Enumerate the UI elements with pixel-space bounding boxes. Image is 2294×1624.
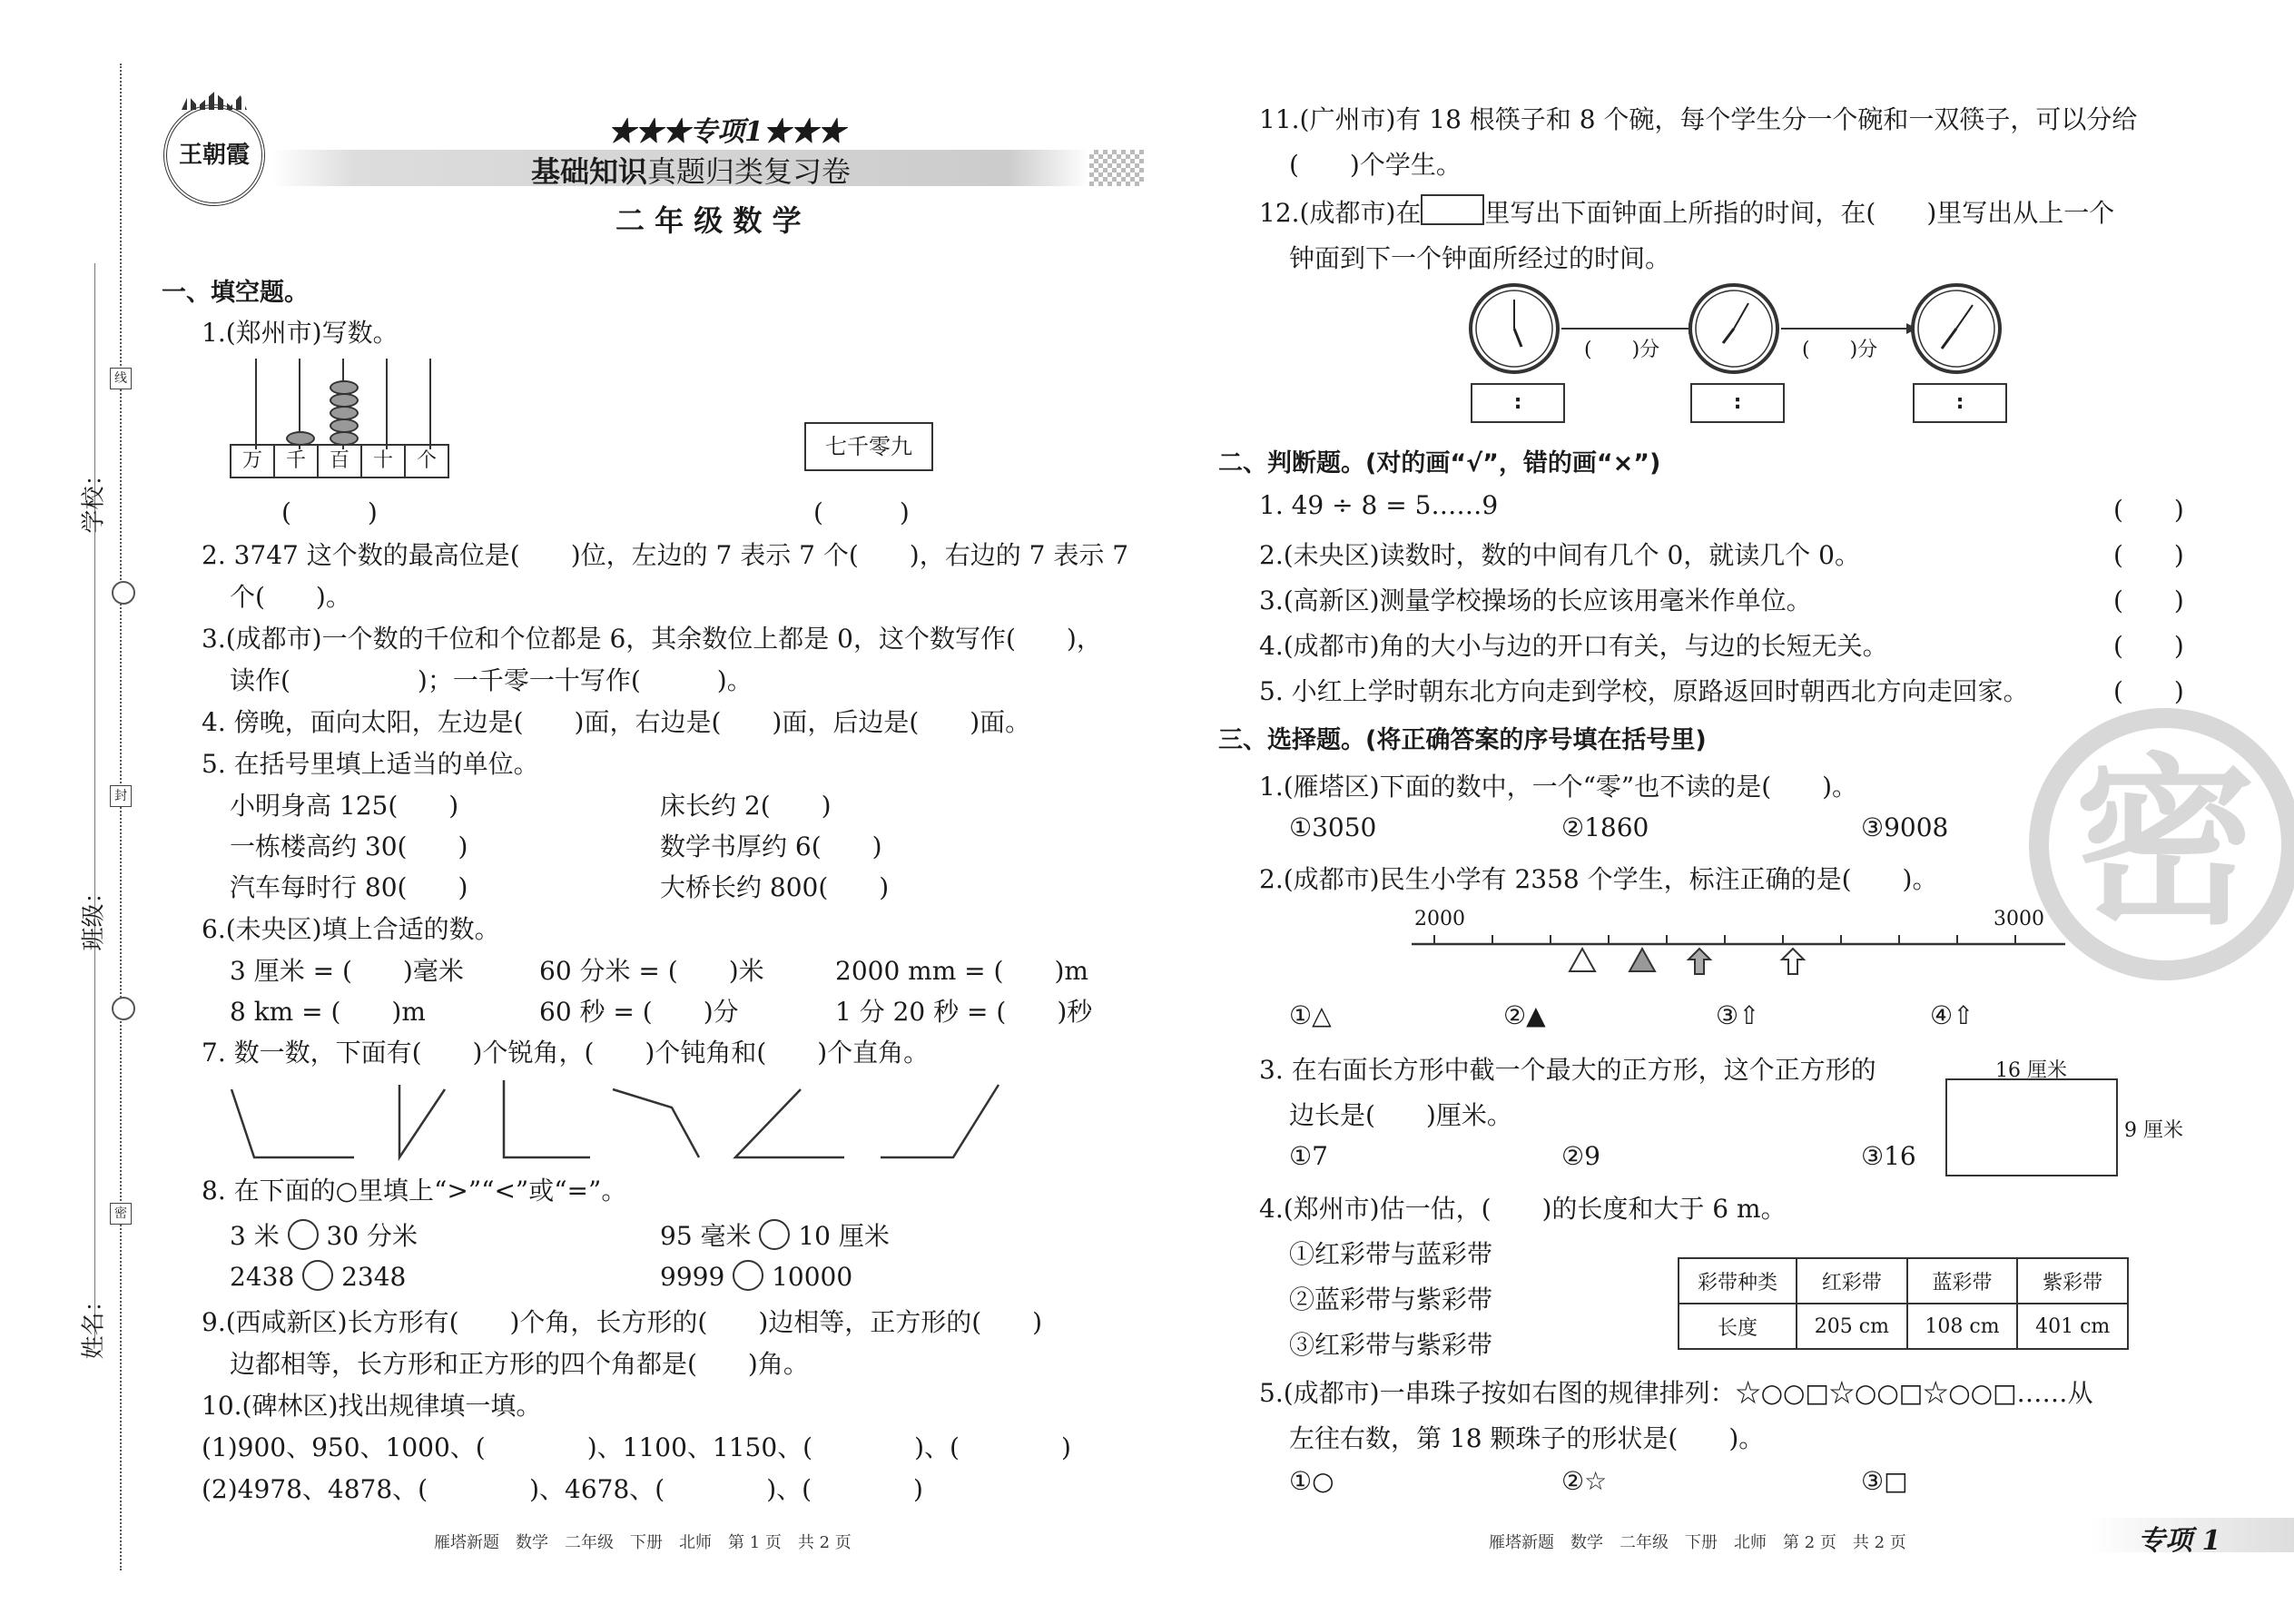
- q8-left: 9999: [660, 1262, 725, 1292]
- table-cell: 108 cm: [1907, 1304, 2018, 1349]
- header-kicker: ★★★专项1★★★: [608, 116, 845, 148]
- q8-right: 10 厘米: [798, 1221, 890, 1251]
- choice-option: ③红彩带与紫彩带: [1289, 1330, 1493, 1360]
- judge-paren[interactable]: ( ): [2113, 540, 2184, 570]
- table-row: [1679, 1304, 2128, 1349]
- confidential-watermark: 密: [2029, 708, 2294, 980]
- choice-option: ②9: [1561, 1141, 1600, 1171]
- ribbon-length-table: [1678, 1257, 2129, 1350]
- r-q12-line1: [1259, 193, 2114, 230]
- q6-item: 1 分 20 秒 = ( )秒: [835, 997, 1093, 1027]
- triangle-marker-filled: [1629, 949, 1655, 971]
- q5-item: 小明身高 125( ): [230, 791, 459, 821]
- binding-hole-1: [112, 581, 135, 605]
- choice-q3-line2: 边长是( )厘米。: [1289, 1100, 1512, 1130]
- header-title: [531, 149, 851, 191]
- clock-icon: [1690, 285, 1777, 372]
- q8-item: [230, 1216, 418, 1253]
- choice-option: ②1860: [1561, 812, 1649, 842]
- footer-left: 雁塔新题 数学 二年级 下册 北师 第 1 页 共 2 页: [434, 1533, 852, 1552]
- choice-option: ②蓝彩带与紫彩带: [1289, 1284, 1493, 1314]
- judge-item: 5. 小红上学时朝东北方向走到学校，原路返回时朝西北方向走回家。: [1259, 676, 2029, 706]
- clock-duration-1: ( )分: [1584, 339, 1660, 361]
- choice-option: ④⇧: [1930, 1000, 1974, 1030]
- clock-icon: [1471, 285, 1558, 372]
- abacus-unit-cell: 十: [360, 444, 406, 478]
- q1-number-box: [804, 422, 933, 471]
- angle-figure: [399, 1085, 445, 1157]
- choice-q1: 1.(雁塔区)下面的数中，一个“零”也不读的是( )。: [1259, 772, 1858, 802]
- q5-item: 数学书厚约 6( ): [660, 832, 882, 861]
- seal-mark-mi: 密: [110, 1203, 132, 1225]
- q8-right: 2348: [341, 1262, 407, 1292]
- angle-figure: [613, 1089, 699, 1157]
- q9-line1: 9.(西咸新区)长方形有( )个角，长方形的( )边相等，正方形的( ): [202, 1307, 1043, 1337]
- header-ribbon-checker: [1089, 150, 1144, 186]
- axis-label-start: 2000: [1414, 908, 1465, 930]
- axis-label-end: 3000: [1994, 908, 2044, 930]
- q5-item: 大桥长约 800( ): [660, 872, 890, 902]
- q8-text: 8. 在下面的○里填上“>”“<”或“=”。: [202, 1176, 627, 1206]
- angle-figure: [504, 1080, 590, 1157]
- triangle-marker: [1570, 949, 1595, 971]
- judge-paren[interactable]: ( ): [2113, 495, 2184, 525]
- q1-paren-a: ( ): [281, 497, 378, 527]
- q6-item: 3 厘米 = ( )毫米: [230, 956, 464, 986]
- seal-mark-feng: 封: [110, 785, 132, 807]
- abacus-bead: [330, 380, 359, 395]
- q2-line2: 个( )。: [230, 582, 351, 612]
- q10-text: 10.(碑林区)找出规律填一填。: [202, 1391, 542, 1421]
- q5-item: 床长约 2( ): [660, 791, 832, 821]
- r-q12-line2: 钟面到下一个钟面所经过的时间。: [1289, 243, 1671, 273]
- q1-paren-b: ( ): [813, 497, 910, 527]
- judge-item: 2.(未央区)读数时，数的中间有几个 0，就读几个 0。: [1259, 540, 1860, 570]
- q10-part1: (1)900、950、1000、( )、1100、1150、( )、( ): [202, 1432, 1071, 1462]
- choice-q3-line1: 3. 在右面长方形中截一个最大的正方形，这个正方形的: [1259, 1055, 1876, 1085]
- abacus-unit-cell: 千: [273, 444, 319, 478]
- binding-hole-2: [112, 997, 135, 1020]
- school-label: 学校：: [80, 462, 108, 534]
- rect-width-label: 16 厘米: [1995, 1059, 2067, 1082]
- q8-left: 2438: [230, 1262, 295, 1292]
- choice-q5-line1: 5.(成都市)一串珠子按如右图的规律排列：☆○○□☆○○□☆○○□……从: [1259, 1378, 2093, 1408]
- choice-q2: 2.(成都市)民生小学有 2358 个学生，标注正确的是( )。: [1259, 864, 1938, 894]
- section1-title: 一、填空题。: [162, 279, 309, 307]
- angle-figure: [881, 1085, 999, 1157]
- rect-height-label: 9 厘米: [2124, 1119, 2183, 1142]
- compare-circle[interactable]: [733, 1260, 763, 1291]
- q5-item: 一栋楼高约 30( ): [230, 832, 468, 861]
- choice-option: ①○: [1289, 1466, 1334, 1496]
- q3-line1: 3.(成都市)一个数的千位和个位都是 6，其余数位上都是 0，这个数写作( )，: [202, 624, 1102, 654]
- q10-part2: (2)4978、4878、( )、4678、( )、( ): [202, 1474, 923, 1504]
- q8-item: [660, 1260, 852, 1292]
- abacus-unit-cell: 个: [404, 444, 449, 478]
- q12-text-b: 里写出下面钟面上所指的时间，在( )里写出从上一个: [1484, 198, 2115, 228]
- number-line: [1412, 930, 2074, 985]
- judge-paren[interactable]: ( ): [2113, 586, 2184, 615]
- table-cell: 红彩带: [1797, 1258, 1907, 1304]
- clock-time-box[interactable]: :: [1913, 383, 2007, 423]
- clock-time-box[interactable]: :: [1690, 383, 1785, 423]
- choice-option: ②▲: [1503, 1000, 1546, 1030]
- header-title-bold: 基础知识: [531, 154, 648, 189]
- q12-text-a: 12.(成都市)在: [1259, 198, 1422, 228]
- q9-line2: 边都相等，长方形和正方形的四个角都是( )角。: [230, 1349, 809, 1379]
- judge-paren[interactable]: ( ): [2113, 631, 2184, 661]
- choice-option: ①7: [1289, 1141, 1328, 1171]
- section2-title: 二、判断题。(对的画“√”，错的画“×”): [1218, 449, 1661, 477]
- up-arrow-marker-outline: [1782, 949, 1804, 974]
- q5-text: 5. 在括号里填上适当的单位。: [202, 749, 539, 779]
- up-arrow-marker: [1689, 949, 1710, 974]
- q1-text: 1.(郑州市)写数。: [202, 318, 399, 348]
- r-q11-line1: 11.(广州市)有 18 根筷子和 8 个碗，每个学生分一个碗和一双筷子，可以分给: [1259, 104, 2138, 134]
- q6-item: 8 km = ( )m: [230, 997, 426, 1027]
- table-cell: 彩带种类: [1679, 1258, 1797, 1304]
- footer-right: 雁塔新题 数学 二年级 下册 北师 第 2 页 共 2 页: [1489, 1533, 1906, 1552]
- section3-title: 三、选择题。(将正确答案的序号填在括号里): [1218, 726, 1707, 754]
- q7-text: 7. 数一数，下面有( )个锐角，( )个钝角和( )个直角。: [202, 1038, 930, 1068]
- abacus-bead: [330, 393, 359, 408]
- q8-right: 10000: [772, 1262, 853, 1292]
- q5-item: 汽车每时行 80( ): [230, 872, 468, 902]
- rectangle-figure: [1945, 1078, 2118, 1176]
- choice-option: ①红彩带与蓝彩带: [1289, 1239, 1493, 1269]
- q3-line2: 读作( )；一千零一十写作( )。: [230, 665, 753, 695]
- clock-icon: [1913, 285, 2000, 372]
- compare-circle[interactable]: [302, 1260, 333, 1291]
- choice-option: ②☆: [1561, 1466, 1608, 1496]
- choice-option: ③9008: [1861, 812, 1949, 842]
- binding-dashed-line: [120, 64, 122, 1570]
- judge-paren[interactable]: ( ): [2113, 676, 2184, 706]
- q8-left: 95 毫米: [660, 1221, 752, 1251]
- q6-item: 60 分米 = ( )米: [539, 956, 764, 986]
- logo-text: 王朝霞: [178, 142, 250, 169]
- q6-item: 2000 mm = ( )m: [835, 956, 1088, 986]
- footer-tag: 专项 1: [2138, 1525, 2221, 1557]
- q2-line1: 2. 3747 这个数的最高位是( )位，左边的 7 表示 7 个( )，右边的 7 表示 7: [202, 540, 1129, 570]
- q6-text: 6.(未央区)填上合适的数。: [202, 914, 500, 944]
- table-cell: 205 cm: [1797, 1304, 1907, 1349]
- choice-option: ③□: [1861, 1466, 1908, 1496]
- choice-option: ①△: [1289, 1000, 1332, 1030]
- binding-line-solid: [94, 263, 95, 1343]
- angle-figure: [231, 1089, 354, 1157]
- choice-option: ①3050: [1289, 812, 1377, 842]
- choice-q4: 4.(郑州市)估一估，( )的长度和大于 6 m。: [1259, 1194, 1787, 1224]
- q8-right: 30 分米: [326, 1221, 418, 1251]
- q8-left: 3 米: [230, 1221, 280, 1251]
- angle-figure: [735, 1089, 844, 1157]
- header-title-rest: 真题归类复习卷: [647, 154, 852, 189]
- q1-box-text: 七千零九: [825, 434, 912, 459]
- clocks-row: [1462, 281, 2006, 381]
- compare-circle[interactable]: [288, 1219, 319, 1250]
- table-cell: 长度: [1679, 1304, 1797, 1349]
- choice-option: ③⇧: [1716, 1000, 1760, 1030]
- judge-item: 1. 49 ÷ 8 = 5……9: [1259, 490, 1499, 520]
- q8-item: [660, 1216, 890, 1253]
- choice-option: ③16: [1861, 1141, 1916, 1171]
- class-label: 班级：: [80, 880, 108, 951]
- q6-item: 60 秒 = ( )分: [539, 997, 739, 1027]
- q12-inline-box: [1421, 194, 1484, 225]
- name-label: 姓名：: [80, 1288, 108, 1360]
- abacus: [231, 359, 454, 481]
- choice-q5-line2: 左往右数，第 18 颗珠子的形状是( )。: [1289, 1423, 1765, 1453]
- judge-item: 4.(成都市)角的大小与边的开口有关，与边的长短无关。: [1259, 631, 1888, 661]
- table-row: [1679, 1258, 2128, 1304]
- table-cell: 紫彩带: [2017, 1258, 2128, 1304]
- r-q11-line2: ( )个学生。: [1289, 150, 1462, 180]
- abacus-unit-cell: 百: [317, 444, 362, 478]
- table-cell: 401 cm: [2017, 1304, 2128, 1349]
- judge-item: 3.(高新区)测量学校操场的长应该用毫米作单位。: [1259, 586, 1812, 615]
- clock-duration-2: ( )分: [1802, 339, 1878, 361]
- clock-time-box[interactable]: :: [1471, 383, 1565, 423]
- abacus-unit-cell: 万: [230, 444, 275, 478]
- seal-mark-line: 线: [110, 368, 132, 389]
- angle-figures: [227, 1080, 1017, 1162]
- q4-text: 4. 傍晚，面向太阳，左边是( )面，右边是( )面，后边是( )面。: [202, 707, 1031, 737]
- table-cell: 蓝彩带: [1907, 1258, 2018, 1304]
- logo-badge: [163, 104, 265, 206]
- compare-circle[interactable]: [759, 1219, 790, 1250]
- header-subtitle: 二 年 级 数 学: [615, 203, 802, 238]
- q8-item: [230, 1260, 406, 1292]
